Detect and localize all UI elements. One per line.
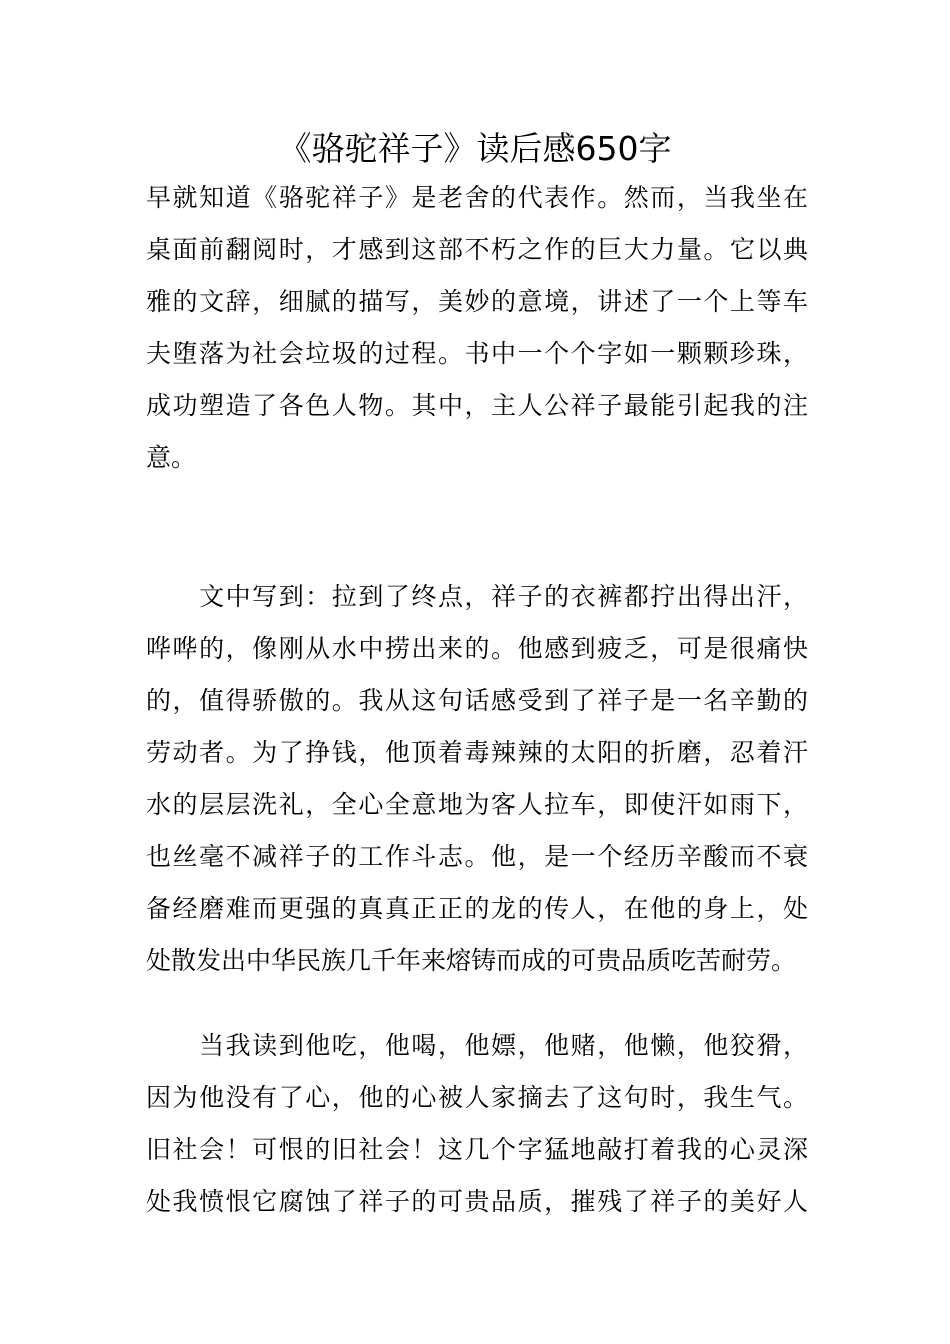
text-line: 文中写到：拉到了终点，祥子的衣裤都拧出得出汗，: [146, 582, 808, 611]
text-line: 备经磨难而更强的真真正正的龙的传人，在他的身上，处: [146, 894, 808, 923]
text-line: 水的层层洗礼，全心全意地为客人拉车，即使汗如雨下，: [146, 790, 808, 819]
text-line: 处散发出中华民族几千年来熔铸而成的可贵品质吃苦耐劳。: [146, 946, 797, 975]
text-line: 夫堕落为社会垃圾的过程。书中一个个字如一颗颗珍珠，: [146, 339, 808, 368]
text-line: 的，值得骄傲的。我从这句话感受到了祥子是一名辛勤的: [146, 686, 808, 715]
paragraph-2: [146, 571, 808, 987]
text-line: 处我愤恨它腐蚀了祥子的可贵品质，摧残了祥子的美好人: [146, 1187, 808, 1216]
paragraph-1: [146, 172, 808, 484]
text-line: 雅的文辞，细腻的描写，美妙的意境，讲述了一个上等车: [146, 287, 808, 316]
text-line: 劳动者。为了挣钱，他顶着毒辣辣的太阳的折磨，忍着汗: [146, 738, 808, 767]
document-title: 《骆驼祥子》读后感650字: [278, 129, 672, 168]
text-line: 也丝毫不减祥子的工作斗志。他，是一个经历辛酸而不衰: [146, 842, 808, 871]
text-line: 成功塑造了各色人物。其中，主人公祥子最能引起我的注: [146, 391, 808, 420]
text-line: 意。: [146, 443, 197, 472]
text-line: 哗哗的，像刚从水中捞出来的。他感到疲乏，可是很痛快: [146, 634, 808, 663]
text-line: 当我读到他吃，他喝，他嫖，他赌，他懒，他狡猾，: [146, 1031, 808, 1060]
text-line: 因为他没有了心，他的心被人家摘去了这句时，我生气。: [146, 1083, 808, 1112]
text-line: 桌面前翻阅时，才感到这部不朽之作的巨大力量。它以典: [146, 235, 808, 264]
text-line: 早就知道《骆驼祥子》是老舍的代表作。然而，当我坐在: [146, 183, 808, 212]
paragraph-3: [146, 1020, 808, 1228]
text-line: 旧社会！可恨的旧社会！这几个字猛地敲打着我的心灵深: [146, 1135, 808, 1164]
